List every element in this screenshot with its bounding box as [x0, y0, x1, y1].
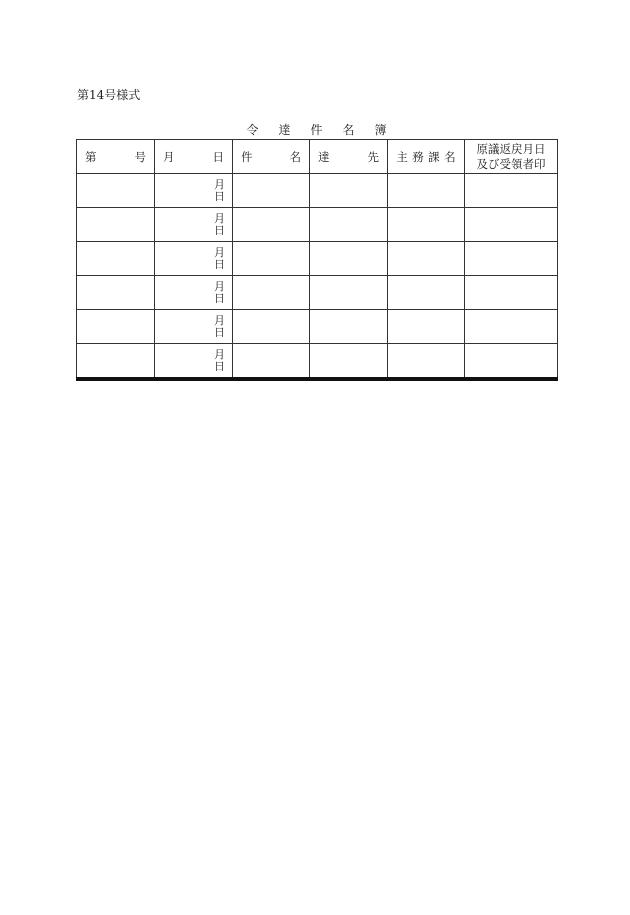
cell-date[interactable] — [155, 276, 233, 310]
header-char: 件 — [241, 149, 253, 164]
header-date — [155, 140, 233, 174]
header-char: 名 — [444, 149, 456, 164]
cell-number[interactable] — [77, 310, 155, 344]
title-char: 件 — [310, 123, 323, 137]
header-char: 名 — [289, 149, 301, 164]
header-subject — [233, 140, 310, 174]
title-char: 達 — [278, 123, 291, 137]
cell-return[interactable] — [465, 242, 558, 276]
cell-date[interactable] — [155, 310, 233, 344]
day-label: 日 — [214, 223, 225, 237]
header-char: 達 — [318, 149, 330, 164]
cell-section[interactable] — [388, 242, 465, 276]
month-label: 月 — [214, 313, 225, 327]
header-destination — [310, 140, 388, 174]
header-line: 及び受領者印 — [476, 156, 546, 171]
cell-number[interactable] — [77, 276, 155, 310]
table-row — [77, 174, 558, 208]
cell-section[interactable] — [388, 344, 465, 380]
cell-destination[interactable] — [310, 344, 388, 380]
cell-section[interactable] — [388, 174, 465, 208]
table-row — [77, 242, 558, 276]
cell-date[interactable] — [155, 344, 233, 380]
cell-date[interactable] — [155, 174, 233, 208]
cell-return[interactable] — [465, 208, 558, 242]
cell-number[interactable] — [77, 208, 155, 242]
cell-number[interactable] — [77, 344, 155, 380]
cell-section[interactable] — [388, 276, 465, 310]
cell-destination[interactable] — [310, 242, 388, 276]
cell-destination[interactable] — [310, 310, 388, 344]
ledger-table — [76, 139, 558, 381]
cell-number[interactable] — [77, 242, 155, 276]
day-label: 日 — [214, 291, 225, 305]
ledger-title — [76, 121, 557, 138]
title-char: 名 — [342, 123, 355, 137]
header-char: 先 — [367, 149, 379, 164]
form-number: 第14号様式 — [77, 88, 141, 102]
header-char: 号 — [134, 149, 146, 164]
cell-subject[interactable] — [233, 174, 310, 208]
day-label: 日 — [214, 257, 225, 271]
cell-subject[interactable] — [233, 208, 310, 242]
cell-destination[interactable] — [310, 276, 388, 310]
cell-section[interactable] — [388, 208, 465, 242]
cell-date[interactable] — [155, 208, 233, 242]
header-char: 月 — [163, 149, 175, 164]
cell-subject[interactable] — [233, 344, 310, 380]
cell-subject[interactable] — [233, 242, 310, 276]
cell-subject[interactable] — [233, 310, 310, 344]
cell-return[interactable] — [465, 276, 558, 310]
table-row — [77, 344, 558, 380]
cell-date[interactable] — [155, 242, 233, 276]
cell-destination[interactable] — [310, 174, 388, 208]
cell-number[interactable] — [77, 174, 155, 208]
cell-return[interactable] — [465, 174, 558, 208]
day-label: 日 — [214, 325, 225, 339]
header-char: 課 — [428, 149, 440, 164]
cell-return[interactable] — [465, 344, 558, 380]
header-row — [77, 140, 558, 174]
month-label: 月 — [214, 245, 225, 259]
header-char: 第 — [85, 149, 97, 164]
cell-destination[interactable] — [310, 208, 388, 242]
month-label: 月 — [214, 279, 225, 293]
title-char: 令 — [246, 123, 259, 137]
table-row — [77, 310, 558, 344]
cell-subject[interactable] — [233, 276, 310, 310]
cell-section[interactable] — [388, 310, 465, 344]
day-label: 日 — [214, 359, 225, 373]
header-number — [77, 140, 155, 174]
month-label: 月 — [214, 177, 225, 191]
header-char: 日 — [212, 149, 224, 164]
title-char: 簿 — [374, 123, 387, 137]
table-row — [77, 208, 558, 242]
header-char: 主 — [396, 149, 408, 164]
header-section — [388, 140, 465, 174]
header-char: 務 — [412, 149, 424, 164]
header-return — [465, 140, 558, 174]
header-line: 原議返戻月日 — [476, 141, 546, 156]
month-label: 月 — [214, 347, 225, 361]
day-label: 日 — [214, 189, 225, 203]
table-row — [77, 276, 558, 310]
cell-return[interactable] — [465, 310, 558, 344]
month-label: 月 — [214, 211, 225, 225]
